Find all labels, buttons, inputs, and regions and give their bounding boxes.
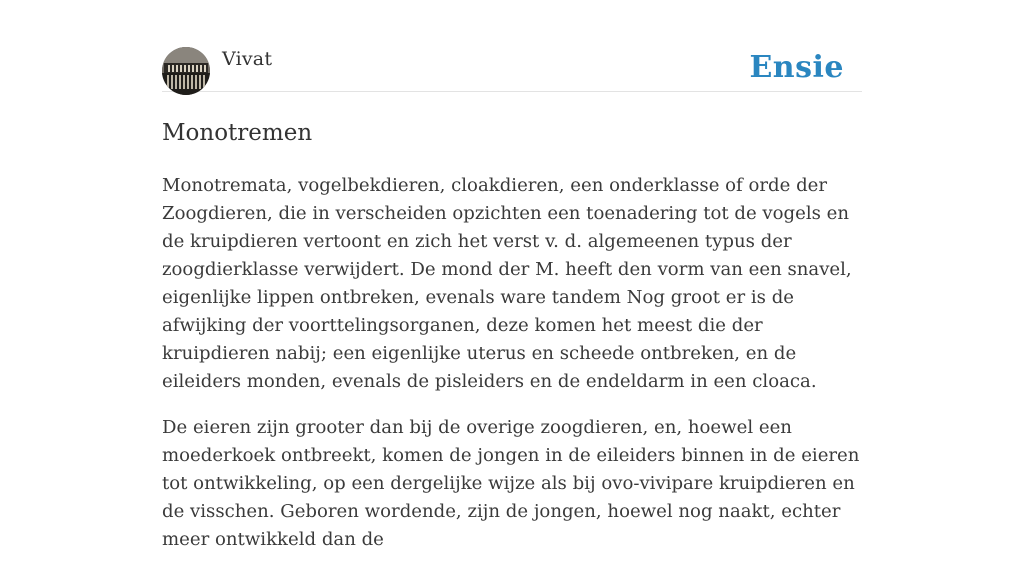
page-container [162,46,862,572]
publisher-name[interactable]: Vivat [222,48,273,70]
article-title: Monotremen [162,120,313,146]
article-paragraph: De eieren zijn grooter dan bij de overige zoogdieren, en, hoewel een moederkoek ontbreekt, komen de jongen in de eileiders binnen in de eieren tot ontwikkeling, op een dergelijke wijze als bij ovo-vivipare kruipdieren en de visschen. Geboren wordende, zijn de jongen, hoewel nog naakt, echter meer ontwikkeld dan de [162,417,860,550]
article-paragraph: Monotremata, vogelbekdieren, cloakdieren, een onderklasse of orde der Zoogdieren, die in verscheiden opzichten een toenadering tot de vogels en de kruipdieren vertoont en zich het verst v. d. algemeenen typus der zoogdierklasse verwijdert. De mond der M. heeft den vorm van een snavel, eigenlijke lippen ontbreken, evenals ware tandem Nog groot er is de afwijking der voorttelingsorganen, deze komen het meest die der kruipdieren nabij; een eigenlijke uterus en scheede ontbreken, en de eileiders monden, evenals de pisleiders en de endeldarm in een cloaca. [162,175,852,392]
typewriter-image [162,47,210,95]
header [162,46,862,92]
brand-logo[interactable]: Ensie [749,50,844,85]
article-body [162,172,862,554]
publisher-avatar[interactable] [162,47,210,95]
